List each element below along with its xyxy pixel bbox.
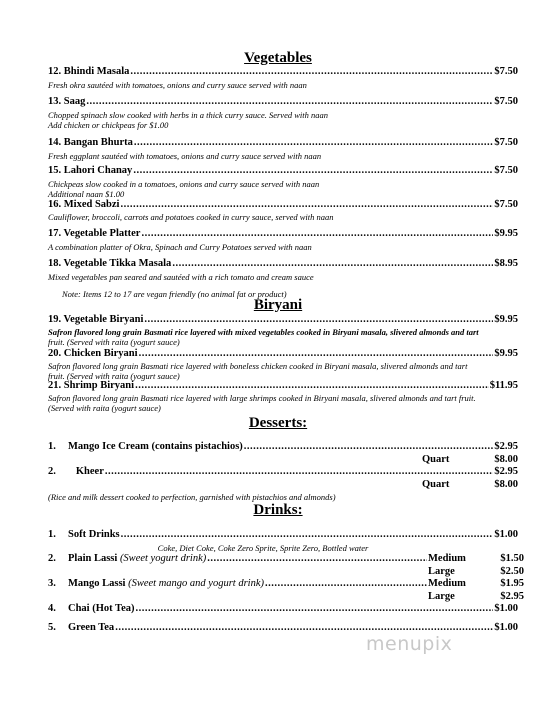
size-price-row <box>428 553 524 564</box>
item-description: Fresh okra sautéed with tomatoes, onions and curry sauce served with naan <box>48 80 307 90</box>
item-description: fruit. (Served with raita (yogurt sauce) <box>48 337 180 347</box>
item-price: $7.50 <box>494 96 518 107</box>
item-name: Soft Drinks <box>68 529 120 540</box>
item-description: A combination platter of Okra, Spinach and Curry Potatoes served with naan <box>48 242 312 252</box>
item-price: $7.50 <box>494 165 518 176</box>
menu-item-mixed-sabzi <box>48 199 518 213</box>
item-price: $7.50 <box>494 137 518 148</box>
size-price: $1.95 <box>500 578 524 589</box>
size-label: Large <box>428 566 455 577</box>
size-price-row <box>422 479 518 490</box>
soft-drinks-list: Coke, Diet Coke, Coke Zero Sprite, Sprite Zero, Bottled water <box>157 543 369 553</box>
size-price: $8.00 <box>494 454 518 465</box>
item-name: 20. Chicken Biryani <box>48 348 138 359</box>
size-price: $2.95 <box>500 591 524 602</box>
item-description: Chickpeas slow cooked in a tomatoes, onions and curry sauce served with naan <box>48 179 320 189</box>
item-name: 18. Vegetable Tikka Masala <box>48 258 172 269</box>
size-price: $2.50 <box>500 566 524 577</box>
item-description: Fresh eggplant sautéed with tomatoes, onions and curry sauce served with naan <box>48 151 322 161</box>
size-price-row <box>428 591 524 602</box>
item-name: 14. Bangan Bhurta <box>48 137 133 148</box>
menu-item-mango-lassi <box>48 578 428 592</box>
item-price: $7.50 <box>494 199 518 210</box>
item-description: Safron flavored long grain Basmati rice layered with large shrimps cooked in Biryani masala, slivered almonds and tart fruit. <box>48 393 476 403</box>
item-description: Mixed vegetables pan seared and sautéed with a rich tomato and cream sauce <box>48 272 314 282</box>
size-label: Medium <box>428 553 466 564</box>
item-subtitle: (Sweet yogurt drink) <box>119 553 207 564</box>
menu-item-saag <box>48 96 518 110</box>
item-name: 12. Bhindi Masala <box>48 66 130 77</box>
item-description: Safron flavored long grain Basmati rice layered with mixed vegetables cooked in Biryani masala, slivered almonds and tart <box>48 327 479 337</box>
menu-item-chai <box>48 603 518 617</box>
item-number: 1. <box>48 441 56 452</box>
item-name: 15. Lahori Chanay <box>48 165 133 176</box>
item-price: $11.95 <box>489 380 518 391</box>
item-price: $9.95 <box>494 228 518 239</box>
item-number: 2. <box>48 466 56 477</box>
drinks-title: Drinks: <box>253 502 303 518</box>
item-price: $9.95 <box>494 314 518 325</box>
menu-item-bhindi-masala <box>48 66 518 80</box>
size-price-row <box>428 578 524 589</box>
menu-item-lahori-chanay <box>48 165 518 179</box>
vegetables-title: Vegetables <box>244 50 312 66</box>
menu-item-vegetable-platter <box>48 228 518 242</box>
item-description: Chopped spinach slow cooked with herbs in a thick curry sauce. Served with naan <box>48 110 328 120</box>
item-description: (Served with raita (yogurt sauce) <box>48 403 161 413</box>
size-price: $8.00 <box>494 479 518 490</box>
item-description: Cauliflower, broccoli, carrots and potatoes cooked in curry sauce, served with naan <box>48 212 334 222</box>
size-price: $1.50 <box>500 553 524 564</box>
menu-item-soft-drinks <box>48 529 518 543</box>
item-price: $1.00 <box>494 622 518 633</box>
item-description: Additional naan $1.00 <box>48 189 125 199</box>
item-number: 2. <box>48 553 56 564</box>
item-name: Kheer <box>75 466 104 477</box>
item-price: $8.95 <box>494 258 518 269</box>
item-name: 16. Mixed Sabzi <box>48 199 120 210</box>
item-name: Mango Lassi <box>68 578 126 589</box>
menu-item-mango-ice-cream <box>48 441 518 455</box>
menupix-watermark <box>366 633 452 655</box>
item-price: $2.95 <box>494 466 518 477</box>
item-number: 5. <box>48 622 56 633</box>
item-subtitle: (Sweet mango and yogurt drink) <box>128 578 264 589</box>
menu-item-chicken-biryani <box>48 348 518 362</box>
size-label: Medium <box>428 578 466 589</box>
item-name: 17. Vegetable Platter <box>48 228 141 239</box>
menu-item-vegetable-biryani <box>48 314 518 328</box>
item-name: Mango Ice Cream (contains pistachios) <box>68 441 243 452</box>
menu-item-vegetable-tikka-masala <box>48 258 518 272</box>
size-price-row <box>428 566 524 577</box>
menu-item-plain-lassi <box>48 553 428 567</box>
desserts-title: Desserts: <box>248 415 308 431</box>
size-label: Large <box>428 591 455 602</box>
item-price: $9.95 <box>494 348 518 359</box>
item-description: Add chicken or chickpeas for $1.00 <box>48 120 169 130</box>
item-price: $7.50 <box>494 66 518 77</box>
biryani-title: Biryani <box>253 297 303 313</box>
item-number: 4. <box>48 603 56 614</box>
menu-item-shrimp-biryani <box>48 380 518 394</box>
item-description: Safron flavored long grain Basmati rice layered with boneless chicken cooked in Biryani masala, slivered almonds and tart <box>48 361 468 371</box>
size-label: Quart <box>422 454 450 465</box>
item-description: fruit. (Served with raita (yogurt sauce) <box>48 371 180 381</box>
item-number: 3. <box>48 578 56 589</box>
item-number: 1. <box>48 529 56 540</box>
vegan-note: Note: Items 12 to 17 are vegan friendly (no animal fat or product) <box>62 289 287 299</box>
item-price: $1.00 <box>494 529 518 540</box>
item-price: $1.00 <box>494 603 518 614</box>
size-price-row <box>422 454 518 465</box>
item-price: $2.95 <box>494 441 518 452</box>
menu-item-bangan-bhurta <box>48 137 518 151</box>
item-name: Plain Lassi <box>68 553 118 564</box>
item-name: Green Tea <box>68 622 115 633</box>
item-name: 13. Saag <box>48 96 86 107</box>
menu-item-kheer <box>48 466 518 480</box>
item-name: 19. Vegetable Biryani <box>48 314 144 325</box>
watermark-text: menupix <box>366 633 453 655</box>
item-name: 21. Shrimp Biryani <box>48 380 135 391</box>
kheer-description: (Rice and milk dessert cooked to perfection, garnished with pistachios and almonds) <box>48 492 336 502</box>
item-name: Chai (Hot Tea) <box>68 603 135 614</box>
size-label: Quart <box>422 479 450 490</box>
